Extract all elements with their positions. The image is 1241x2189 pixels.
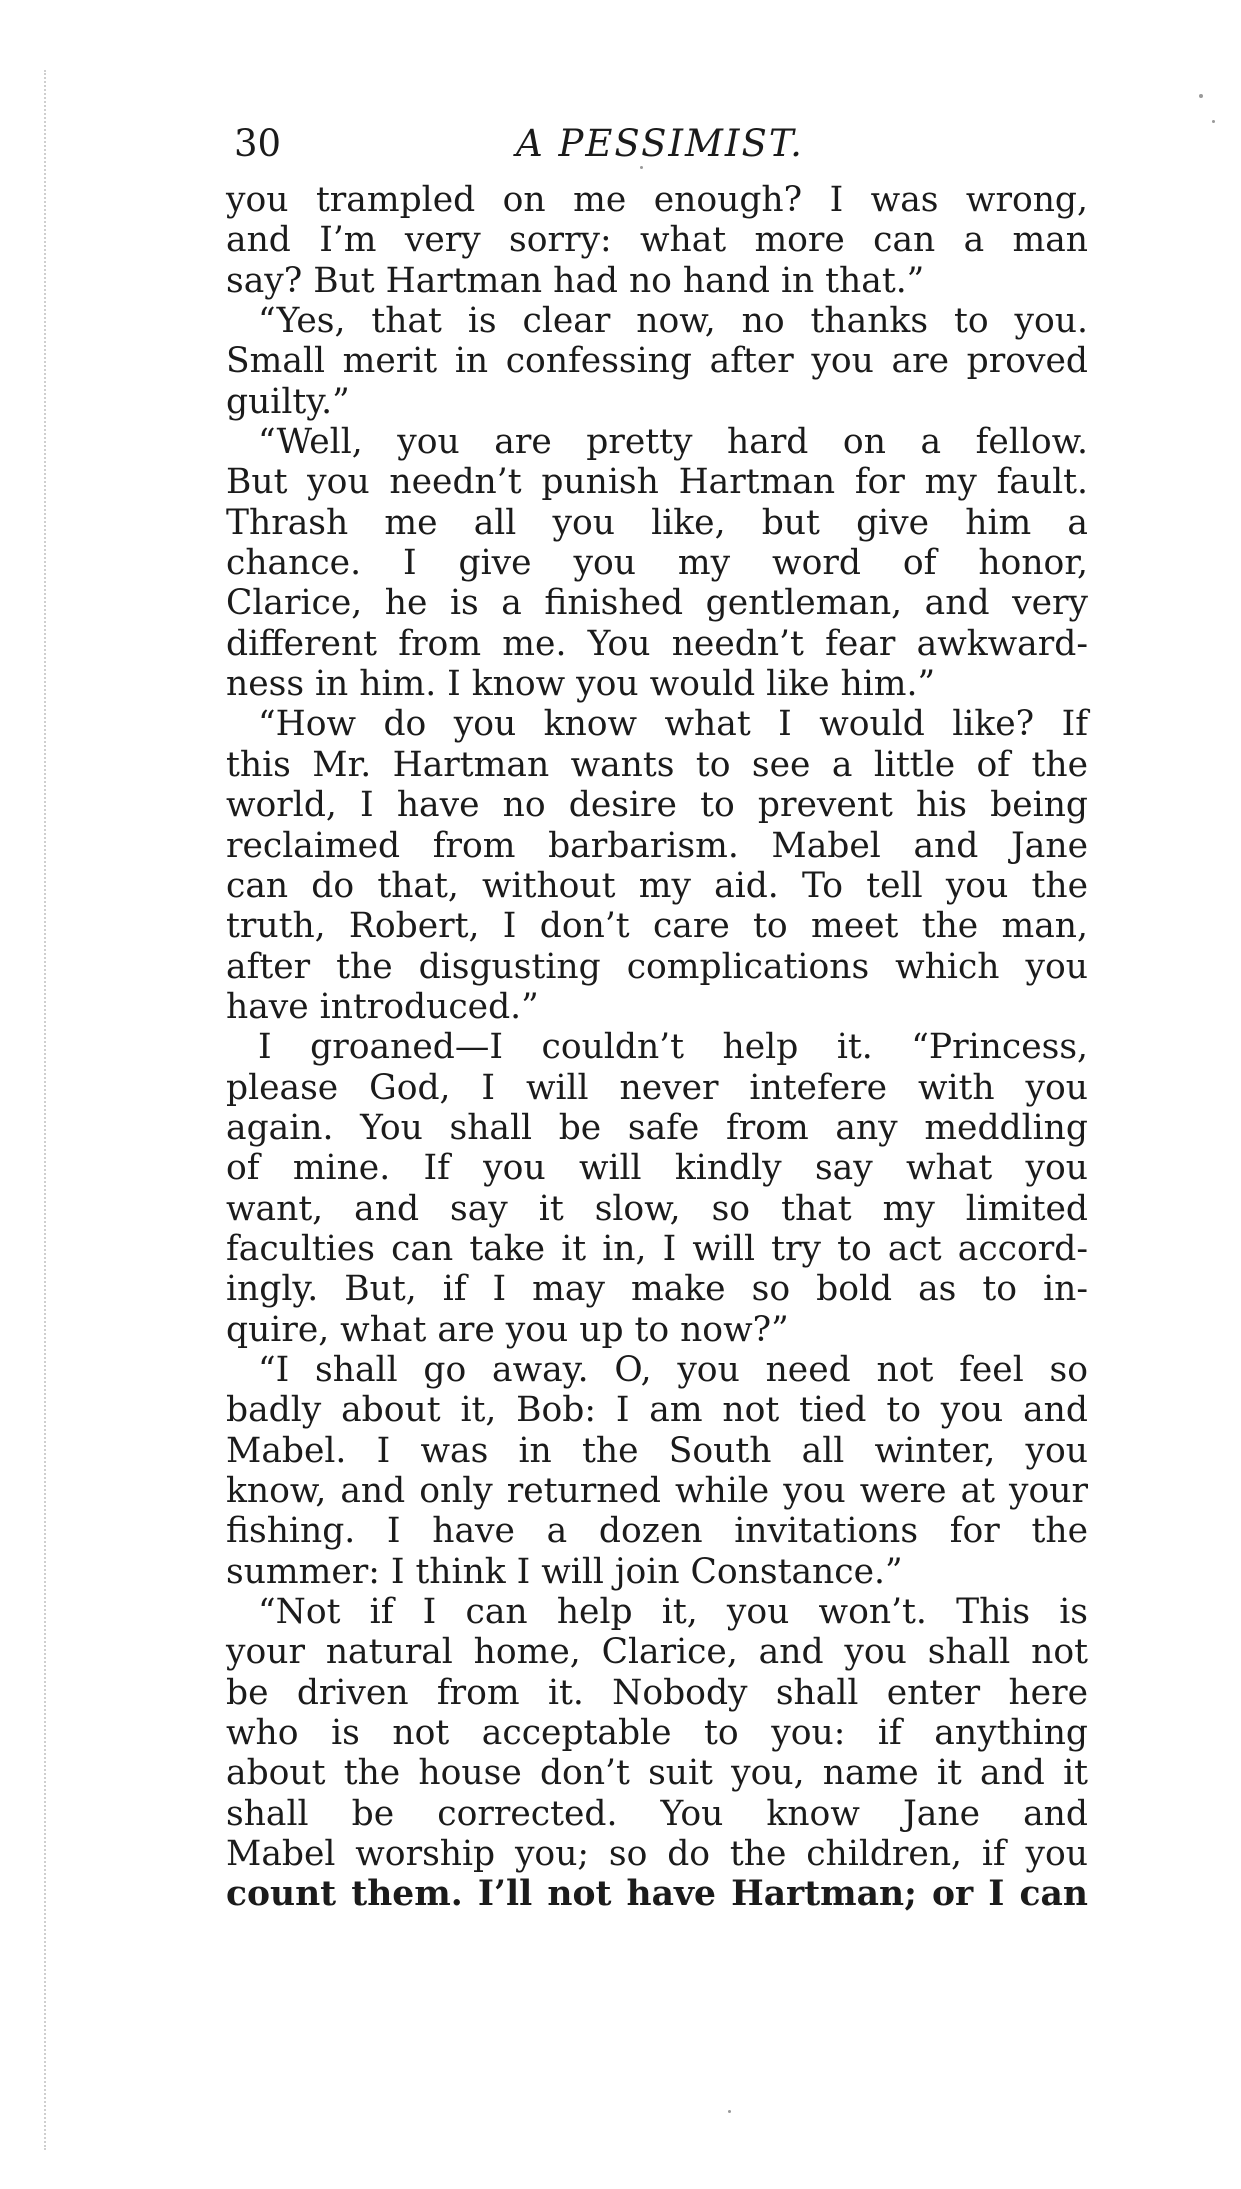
text-line: and I’m very sorry: what more can a man (226, 220, 1088, 261)
text-line: have introduced.” (226, 986, 539, 1027)
paper-speck (640, 166, 643, 169)
text-line: please God, I will never intefere with you (226, 1067, 1088, 1108)
text-line: be driven from it. Nobody shall enter here (226, 1672, 1088, 1713)
page-number: 30 (234, 122, 282, 165)
text-line: reclaimed from barbarism. Mabel and Jane (226, 825, 1088, 866)
text-line: ingly. But, if I may make so bold as to in- (226, 1269, 1088, 1310)
text-line: Small merit in confessing after you are proved (226, 341, 1088, 382)
text-line: I groaned—I couldn’t help it. “Princess, (258, 1027, 1088, 1068)
text-line: But you needn’t punish Hartman for my fault. (226, 462, 1088, 503)
paper-speck (728, 2110, 731, 2113)
text-line: your natural home, Clarice, and you shall not (226, 1632, 1088, 1673)
text-line: shall be corrected. You know Jane and (226, 1793, 1088, 1834)
text-line: this Mr. Hartman wants to see a little of the (226, 744, 1088, 785)
text-line: chance. I give you my word of honor, (226, 543, 1088, 584)
text-line: summer: I think I will join Constance.” (226, 1551, 903, 1592)
text-line: fishing. I have a dozen invitations for the (226, 1511, 1088, 1552)
scan-edge-mark (44, 70, 46, 2150)
text-line: “Well, you are pretty hard on a fellow. (258, 422, 1088, 463)
text-line: “Yes, that is clear now, no thanks to you. (258, 301, 1088, 342)
text-line: again. You shall be safe from any meddling (226, 1107, 1088, 1148)
paper-speck (1212, 120, 1215, 123)
text-line: after the disgusting complications which you (226, 946, 1088, 987)
text-line: “Not if I can help it, you won’t. This is (258, 1592, 1088, 1633)
text-line: of mine. If you will kindly say what you (226, 1148, 1088, 1189)
text-line: Clarice, he is a finished gentleman, and very (226, 583, 1088, 624)
page-header (226, 118, 1086, 168)
text-line: faculties can take it in, I will try to act accord- (226, 1228, 1088, 1269)
text-line: Thrash me all you like, but give him a (226, 502, 1088, 543)
text-line: know, and only returned while you were at your (226, 1471, 1088, 1511)
body-text (226, 180, 1088, 1915)
text-line: say? But Hartman had no hand in that.” (226, 260, 925, 301)
text-line: “I shall go away. O, you need not feel so (258, 1349, 1088, 1390)
text-line: “How do you know what I would like? If (258, 704, 1088, 745)
text-line: you trampled on me enough? I was wrong, (226, 180, 1088, 220)
text-line: world, I have no desire to prevent his being (226, 785, 1088, 826)
text-line: quire, what are you up to now?” (226, 1309, 789, 1350)
text-line: badly about it, Bob: I am not tied to you and (226, 1390, 1088, 1431)
text-line: different from me. You needn’t fear awkward- (226, 623, 1088, 664)
text-line: about the house don’t suit you, name it and it (226, 1753, 1088, 1794)
running-title: A PESSIMIST. (516, 122, 804, 165)
text-line: guilty.” (226, 381, 350, 422)
text-line: Mabel. I was in the South all winter, you (226, 1430, 1088, 1471)
paper-speck (1199, 94, 1203, 98)
text-line: can do that, without my aid. To tell you the (226, 865, 1088, 906)
text-line: truth, Robert, I don’t care to meet the man, (226, 906, 1088, 947)
text-line: count them. I’ll not have Hartman; or I can (226, 1874, 1088, 1915)
text-line: Mabel worship you; so do the children, if you (226, 1834, 1088, 1875)
text-line: want, and say it slow, so that my limited (226, 1188, 1088, 1229)
text-line: ness in him. I know you would like him.” (226, 664, 936, 705)
text-line: who is not acceptable to you: if anything (226, 1713, 1088, 1754)
